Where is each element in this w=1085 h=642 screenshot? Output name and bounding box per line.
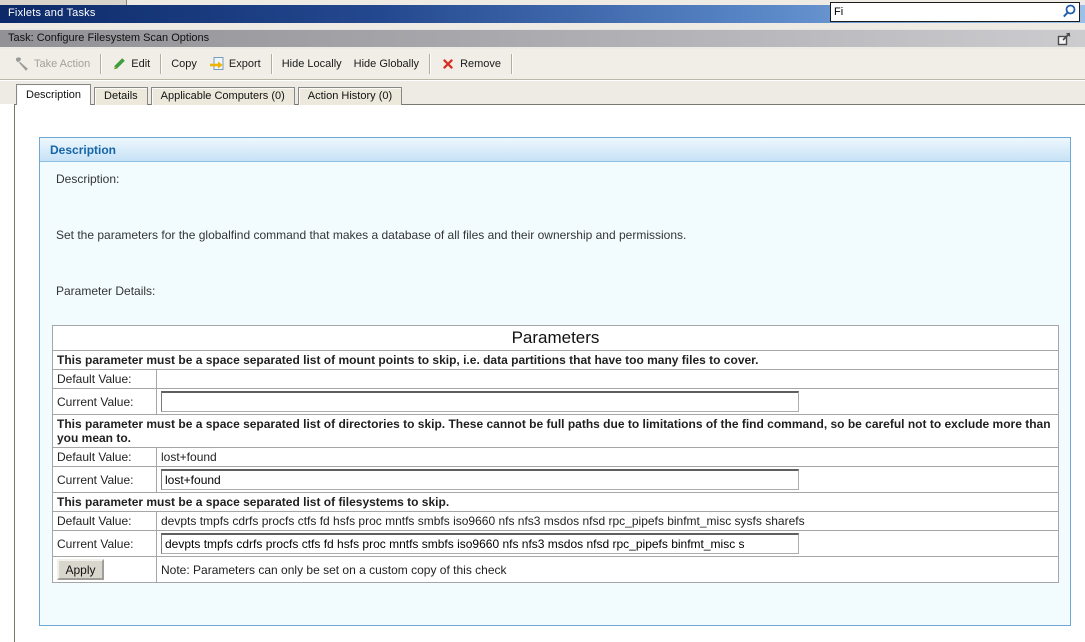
list-title: Fixlets and Tasks	[8, 7, 96, 19]
table-row	[53, 467, 1059, 493]
tab-details[interactable]: Details	[94, 87, 148, 105]
tab-action-history[interactable]: Action History (0)	[298, 87, 402, 105]
description-tab-page	[14, 104, 1085, 642]
apply-button[interactable]: Apply	[57, 559, 104, 580]
toolbar-separator	[429, 54, 430, 74]
param-1-current-label: Current Value:	[53, 389, 157, 415]
edit-button[interactable]	[105, 53, 156, 75]
tab-strip	[16, 84, 405, 105]
parameters-heading-row	[53, 326, 1059, 351]
description-panel-body	[40, 172, 1070, 583]
table-row	[53, 557, 1059, 583]
export-button[interactable]	[203, 53, 267, 75]
export-label: Export	[228, 58, 261, 70]
param-3-current-input[interactable]	[161, 533, 799, 554]
copy-button[interactable]	[165, 55, 203, 73]
tab-description[interactable]: Description	[16, 84, 91, 105]
task-title: Task: Configure Filesystem Scan Options	[8, 32, 210, 44]
param-2-default-value: lost+found	[157, 448, 1059, 467]
search-icon[interactable]	[1062, 4, 1077, 19]
table-row	[53, 531, 1059, 557]
description-text: Set the parameters for the globalfind command that makes a database of all files and their ownership and permissions.	[56, 228, 687, 242]
take-action-label: Take Action	[34, 58, 91, 70]
description-panel	[39, 137, 1071, 626]
take-action-button[interactable]	[8, 53, 96, 75]
param-2-description: This parameter must be a space separated list of directories to skip. These cannot be full paths due to limitations of the find command, so be careful not to exclude more than you mean to.	[53, 415, 1059, 448]
param-3-description: This parameter must be a space separated list of filesystems to skip.	[53, 493, 1059, 512]
hide-globally-button[interactable]	[348, 55, 425, 73]
param-2-current-label: Current Value:	[53, 467, 157, 493]
table-row	[53, 448, 1059, 467]
task-header-bar	[0, 29, 1085, 47]
hide-locally-label: Hide Locally	[281, 58, 342, 70]
parameter-details-label: Parameter Details:	[56, 284, 156, 298]
param-3-default-value: devpts tmpfs cdrfs procfs ctfs fd hsfs proc mntfs smbfs iso9660 nfs nfs3 msdos nfsd rpc_pipefs binfmt_misc sysfs sharefs	[157, 512, 1059, 531]
remove-button[interactable]	[434, 53, 507, 75]
toolbar-separator	[100, 54, 101, 74]
table-row	[53, 389, 1059, 415]
param-3-default-label: Default Value:	[53, 512, 157, 531]
pencil-icon	[111, 56, 127, 72]
hide-globally-label: Hide Globally	[353, 58, 420, 70]
wrench-icon	[14, 56, 30, 72]
search-box	[830, 2, 1080, 22]
tab-applicable-computers[interactable]: Applicable Computers (0)	[151, 87, 295, 105]
parameters-table	[52, 325, 1059, 583]
parameters-heading: Parameters	[53, 326, 1059, 351]
parameters-note: Note: Parameters can only be set on a custom copy of this check	[157, 557, 1059, 583]
param-3-current-label: Current Value:	[53, 531, 157, 557]
toolbar-separator	[160, 54, 161, 74]
hide-locally-button[interactable]	[276, 55, 348, 73]
detach-window-icon[interactable]	[1057, 32, 1071, 46]
param-1-default-label: Default Value:	[53, 370, 157, 389]
top-chrome	[0, 0, 1085, 104]
edit-label: Edit	[131, 58, 151, 70]
param-1-current-input[interactable]	[161, 391, 799, 412]
search-input[interactable]	[830, 2, 1080, 22]
toolbar	[0, 49, 1085, 80]
table-row	[53, 370, 1059, 389]
param-2-default-label: Default Value:	[53, 448, 157, 467]
table-row	[53, 512, 1059, 531]
description-panel-header: Description	[40, 138, 1070, 162]
description-label: Description:	[56, 172, 120, 186]
table-row	[53, 351, 1059, 370]
table-row	[53, 493, 1059, 512]
remove-label: Remove	[460, 58, 502, 70]
param-1-description: This parameter must be a space separated list of mount points to skip, i.e. data partitions that have too many files to cover.	[53, 351, 1059, 370]
param-2-current-input[interactable]	[161, 469, 799, 490]
toolbar-separator	[271, 54, 272, 74]
remove-x-icon	[440, 56, 456, 72]
copy-label: Copy	[171, 58, 197, 70]
param-1-default-value	[157, 370, 1059, 389]
toolbar-separator	[511, 54, 512, 74]
export-icon	[209, 56, 225, 72]
table-row	[53, 415, 1059, 448]
